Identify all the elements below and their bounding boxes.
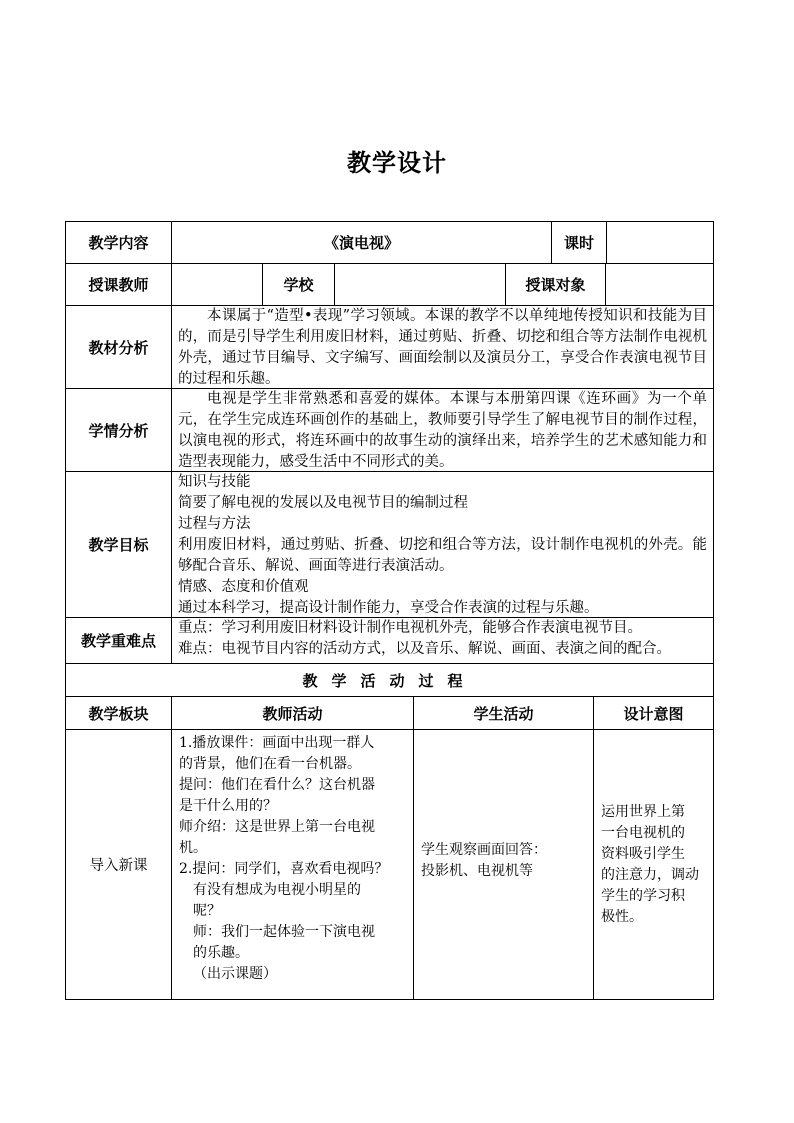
teacher-line: （出示课题）: [193, 966, 277, 982]
intent-line: 极性。: [601, 909, 643, 925]
objectives-text-cell: [171, 471, 714, 618]
page-title: 教学设计: [347, 148, 447, 177]
col-teacher-cell: [171, 696, 414, 730]
school-label-cell: [262, 263, 335, 306]
process-heading-cell: [65, 663, 714, 697]
school-value-cell: [334, 263, 506, 306]
col-teacher-header: 教师活动: [262, 704, 323, 723]
audience-label-cell: [505, 263, 606, 306]
students-text-cell: [171, 388, 714, 472]
process-heading: 教学活动过程: [302, 671, 477, 690]
teacher-line: 师介绍：这是世界上第一台电视: [179, 819, 375, 835]
student-line: 投影机、电视机等: [421, 863, 533, 879]
teacher-line: 是干什么用的？: [179, 798, 277, 814]
teacher-line: 2.提问：同学们，喜欢看电视吗？: [179, 861, 389, 877]
col-module-cell: [65, 696, 172, 730]
intent-line: 资料吸引学生: [601, 846, 685, 862]
objective-process: 利用废旧材料，通过剪贴、折叠、切挖和组合等方法，设计制作电视机的外壳。能够配合音乐、解说、画面等进行表演活动。: [178, 537, 707, 574]
school-label: 学校: [283, 276, 314, 294]
col-intent-header: 设计意图: [623, 704, 684, 723]
col-student-cell: [413, 696, 594, 730]
lesson-title: 《演电视》: [323, 234, 399, 252]
teacher-activity-cell: [171, 729, 414, 1000]
student-line: 学生观察画面回答：: [421, 842, 547, 858]
keypoint-difficulty: 难点：电视节目内容的活动方式，以及音乐、解说、画面、表演之间的配合。: [178, 641, 671, 657]
students-label: 学情分析: [88, 421, 149, 440]
keypoints-label: 教学重难点: [80, 632, 156, 650]
teacher-line: 提问：他们在看什么？这台机器: [179, 777, 375, 793]
material-label: 教材分析: [88, 338, 149, 357]
objectives-label-cell: [65, 471, 172, 618]
module-name: 导入新课: [89, 858, 148, 874]
teacher-line: 有没有想成为电视小明星的: [193, 882, 361, 898]
col-student-header: 学生活动: [473, 704, 534, 723]
teacher-line: 1.播放课件：画面中出现一群人: [179, 735, 375, 751]
objective-knowledge: 简要了解电视的发展以及电视节目的编制过程: [178, 495, 468, 511]
col-module-header: 教学板块: [88, 704, 149, 723]
objective-attitude: 通过本科学习，提高设计制作能力，享受合作表演的过程与乐趣。: [178, 600, 599, 616]
content-label: 教学内容: [88, 234, 149, 252]
teacher-line: 师：我们一起体验一下演电视: [193, 924, 375, 940]
design-intent-cell: [593, 729, 714, 1000]
objective-heading-attitude: 情感、态度和价值观: [178, 579, 309, 595]
keypoint-focus: 重点：学习利用废旧材料设计制作电视机外壳，能够合作表演电视节目。: [178, 620, 642, 636]
material-label-cell: [65, 305, 172, 389]
objectives-label: 教学目标: [88, 536, 149, 554]
teacher-label-cell: [65, 263, 172, 306]
material-text-cell: [171, 305, 714, 389]
students-text: 电视是学生非常熟悉和喜爱的媒体。本课与本册第四课《连环画》为一个单元，在学生完成连环画创作的基础上，教师要引导学生了解电视节目的制作过程，以演电视的形式，将连环画中的故事生动的演绎出来，培养学生的艺术感知能力和造型表现能力，感受生活中不同形式的美。: [178, 391, 707, 470]
objective-heading-process: 过程与方法: [178, 516, 251, 532]
teacher-line: 的背景，他们在看一台机器。: [179, 756, 361, 772]
objective-heading-knowledge: 知识与技能: [178, 474, 251, 490]
period-value-cell: [606, 221, 714, 264]
teacher-label: 授课教师: [88, 276, 149, 294]
module-cell: [65, 729, 172, 1000]
intent-line: 的注意力，调动: [601, 867, 699, 883]
col-intent-cell: [593, 696, 714, 730]
student-activity-cell: [413, 729, 594, 1000]
period-label: 课时: [563, 234, 594, 252]
keypoints-label-cell: [65, 617, 172, 664]
teacher-value-cell: [171, 263, 263, 306]
intent-line: 一台电视机的: [601, 825, 685, 841]
intent-line: 学生的学习积: [601, 888, 685, 904]
content-value-cell: [171, 221, 552, 264]
period-label-cell: [551, 221, 607, 264]
teacher-line: 机。: [179, 840, 207, 856]
audience-label: 授课对象: [525, 276, 586, 294]
material-text: 本课属于“造型•表现”学习领域。本课的教学不以单纯地传授知识和技能为目的，而是引导学生利用废旧材料，通过剪贴、折叠、切挖和组合等方法制作电视机外壳，通过节目编导、文字编写、画面绘制以及演员分工，享受合作表演电视节目的过程和乐趣。: [178, 308, 707, 387]
keypoints-text-cell: [171, 617, 714, 664]
audience-value-cell: [605, 263, 714, 306]
students-label-cell: [65, 388, 172, 472]
teacher-line: 呢？: [193, 903, 221, 919]
intent-line: 运用世界上第: [601, 804, 685, 820]
teacher-line: 的乐趣。: [193, 945, 249, 961]
content-label-cell: [65, 221, 172, 264]
